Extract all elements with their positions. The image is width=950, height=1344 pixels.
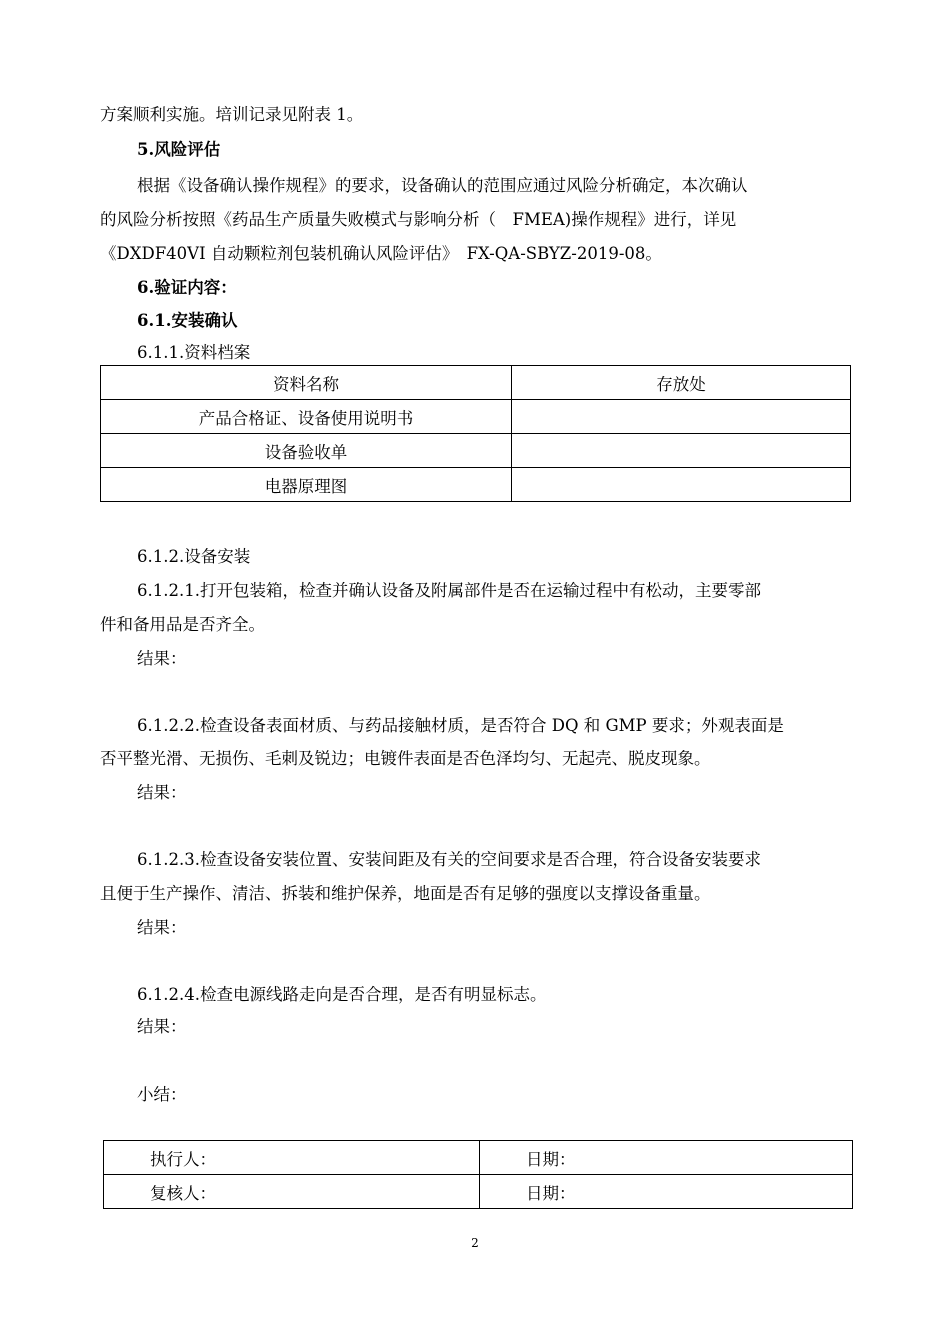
records-table [100, 365, 851, 502]
result-label: 结果： [137, 783, 187, 802]
result-label: 结果： [137, 649, 187, 668]
paragraph: 且便于生产操作、清洁、拆装和维护保养，地面是否有足够的强度以支撑设备重量。 [100, 884, 711, 903]
paragraph: 方案顺利实施。培训记录见附表 1。 [100, 105, 364, 124]
paragraph: 6.1.2.1.打开包装箱，检查并确认设备及附属部件是否在运输过程中有松动，主要零部 [137, 581, 761, 600]
table-row [104, 1141, 853, 1175]
subsection-heading: 6.1.1.资料档案 [137, 343, 251, 362]
table-cell [512, 468, 851, 502]
executor-date-label: 日期： [480, 1141, 853, 1175]
result-label: 结果： [137, 918, 187, 937]
paragraph: 的风险分析按照《药品生产质量失败模式与影响分析（ FMEA)操作规程》进行，详见 [100, 210, 737, 229]
table-header-row [101, 366, 851, 400]
table-cell: 产品合格证、设备使用说明书 [101, 400, 512, 434]
section-heading-6: 6.验证内容： [137, 278, 237, 297]
reviewer-label: 复核人： [104, 1175, 480, 1209]
table-cell [512, 400, 851, 434]
signature-table [103, 1140, 853, 1209]
table-cell: 电器原理图 [101, 468, 512, 502]
paragraph: 6.1.2.2.检查设备表面材质、与药品接触材质，是否符合 DQ 和 GMP 要求；外观表面是 [137, 716, 784, 735]
paragraph: 6.1.2.3.检查设备安装位置、安装间距及有关的空间要求是否合理，符合设备安装要求 [137, 850, 761, 869]
table-header-cell: 存放处 [512, 366, 851, 400]
section-heading-6-1: 6.1.安装确认 [137, 311, 238, 330]
paragraph: 根据《设备确认操作规程》的要求，设备确认的范围应通过风险分析确定，本次确认 [137, 176, 748, 195]
summary-label: 小结： [137, 1085, 187, 1104]
paragraph: 否平整光滑、无损伤、毛刺及锐边；电镀件表面是否色泽均匀、无起壳、脱皮现象。 [100, 749, 711, 768]
paragraph: 《DXDF40VI 自动颗粒剂包装机确认风险评估》 FX-QA-SBYZ-2019-08。 [100, 244, 662, 263]
reviewer-date-label: 日期： [480, 1175, 853, 1209]
table-cell: 设备验收单 [101, 434, 512, 468]
paragraph: 6.1.2.4.检查电源线路走向是否合理，是否有明显标志。 [137, 985, 547, 1004]
executor-label: 执行人： [104, 1141, 480, 1175]
table-row [101, 434, 851, 468]
subsection-heading: 6.1.2.设备安装 [137, 547, 251, 566]
paragraph: 件和备用品是否齐全。 [100, 615, 265, 634]
table-row [101, 468, 851, 502]
page-number: 2 [471, 1236, 479, 1250]
table-header-cell: 资料名称 [101, 366, 512, 400]
table-row [101, 400, 851, 434]
table-cell [512, 434, 851, 468]
table-row [104, 1175, 853, 1209]
result-label: 结果： [137, 1017, 187, 1036]
section-heading-5: 5.风险评估 [137, 140, 221, 159]
